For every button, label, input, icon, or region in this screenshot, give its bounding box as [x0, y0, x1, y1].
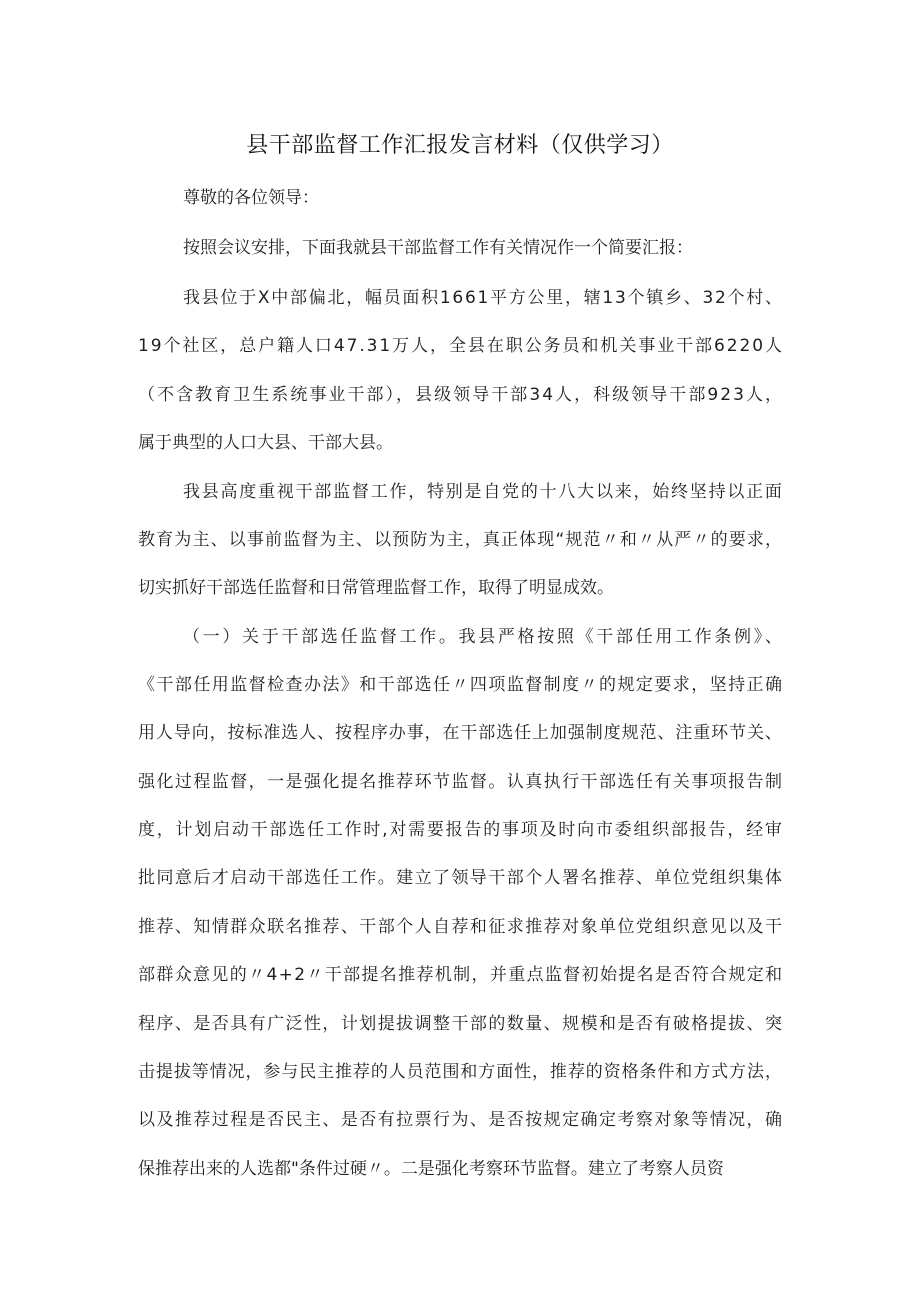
- body-line: 击提拔等情况，参与民主推荐的人员范围和方面性，推荐的资格条件和方式方法，: [138, 1062, 783, 1082]
- document-title: 县干部监督工作汇报发言材料（仅供学习）: [246, 133, 674, 158]
- body-line: 切实抓好干部选任监督和日常管理监督工作，取得了明显成效。: [138, 578, 614, 598]
- body-line: 19个社区，总户籍人口47.31万人，全县在职公务员和机关事业干部6220人: [138, 336, 784, 356]
- body-line: 我县位于X中部偏北，幅员面积1661平方公里，辖13个镇乡、32个村、: [183, 288, 784, 308]
- body-line: 我县高度重视干部监督工作，特别是自党的十八大以来，始终坚持以正面: [183, 482, 784, 502]
- body-line: 保推荐出来的人选都"条件过硬〃。二是强化考察环节监督。建立了考察人员资: [138, 1159, 724, 1179]
- body-line: 推荐、知情群众联名推荐、干部个人自荐和征求推荐对象单位党组织意见以及干: [138, 917, 784, 937]
- body-line: （不含教育卫生系统事业干部），县级领导干部34人，科级领导干部923人，: [138, 385, 785, 405]
- body-line: 部群众意见的〃4+2〃干部提名推荐机制，并重点监督初始提名是否符合规定和: [138, 965, 784, 985]
- body-line: 程序、是否具有广泛性，计划提拔调整干部的数量、规模和是否有破格提拔、突: [138, 1014, 784, 1034]
- body-line: （一）关于干部选任监督工作。我县严格按照《干部任用工作条例》、: [183, 627, 785, 647]
- body-line: 按照会议安排，下面我就县干部监督工作有关情况作一个简要汇报：: [183, 238, 693, 258]
- body-line: 批同意后才启动干部选任工作。建立了领导干部个人署名推荐、单位党组织集体: [138, 868, 784, 888]
- body-line: 用人导向，按标准选人、按程序办事，在干部选任上加强制度规范、注重环节关、: [138, 723, 783, 743]
- body-line: 教育为主、以事前监督为主、以预防为主，真正体现“规范〃和〃从严〃的要求，: [138, 530, 784, 550]
- body-line: 以及推荐过程是否民主、是否有拉票行为、是否按规定确定考察对象等情况，确: [138, 1110, 784, 1130]
- body-line: 属于典型的人口大县、干部大县。: [138, 433, 393, 453]
- salutation-line: 尊敬的各位领导：: [183, 188, 319, 208]
- body-line: 《干部任用监督检查办法》和干部选任〃四项监督制度〃的规定要求，坚持正确: [138, 675, 784, 695]
- body-line: 强化过程监督，一是强化提名推荐环节监督。认真执行干部选任有关事项报告制: [138, 772, 784, 792]
- body-line: 度，计划启动干部选任工作时,对需要报告的事项及时向市委组织部报告，经审: [138, 820, 784, 840]
